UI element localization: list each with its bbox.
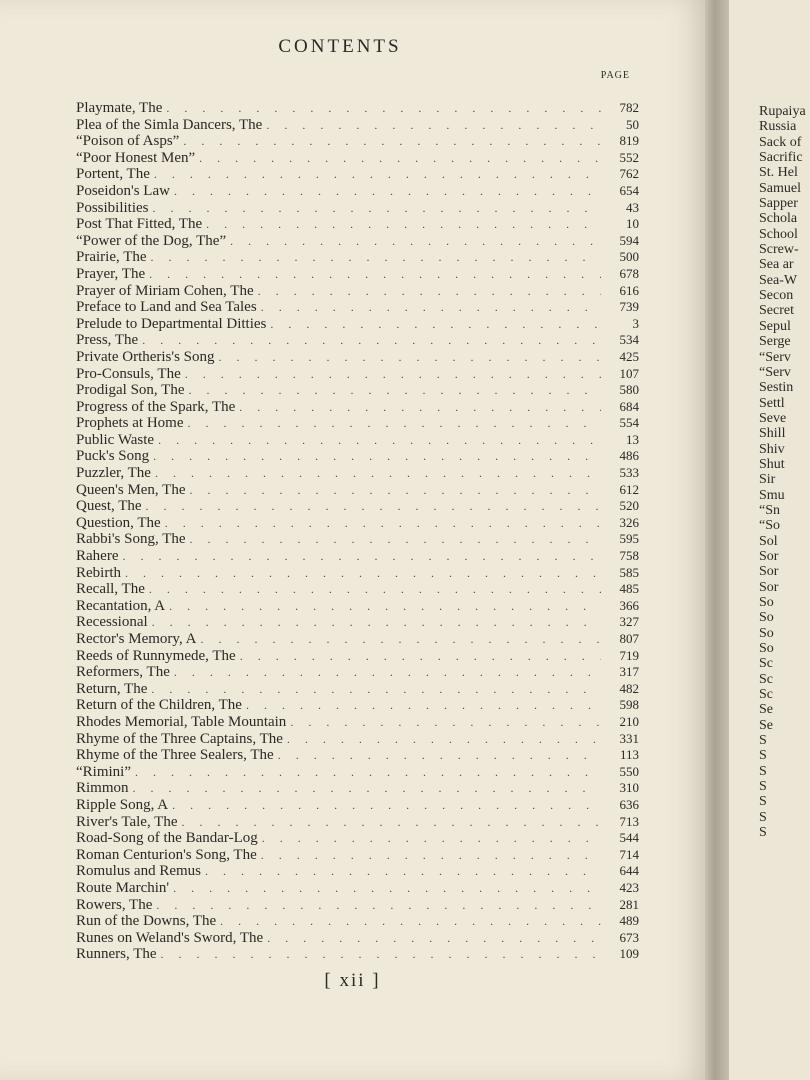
toc-entry-title: Return, The [76,680,148,697]
toc-entry-page: 612 [619,481,639,497]
leader-dots [188,382,601,399]
leader-dots [142,332,601,349]
toc-entry-page: 552 [619,149,639,165]
toc-entry [76,614,639,631]
facing-entry: Sc [759,656,773,672]
leader-dots [122,548,601,565]
toc-entry-title: Question, The [76,514,161,531]
toc-entry-title: “Rimini” [76,763,131,780]
facing-entry: Shut [759,456,785,472]
toc-entry [76,946,639,963]
leader-dots [169,598,601,615]
toc-entry [76,731,639,748]
leader-dots [154,166,601,183]
toc-entry-title: Route Marchin' [76,879,170,896]
toc-entry [76,797,639,814]
toc-entry [76,299,639,316]
toc-entry-page: 3 [632,315,639,331]
facing-entry: So [759,595,774,610]
facing-entry: Shiv [759,441,785,457]
facing-entry: Sor [759,579,779,595]
facing-entry: Sea ar [759,257,794,273]
facing-entry: Sestin [759,380,794,396]
toc-entry-title: Rhyme of the Three Captains, The [76,730,283,747]
toc-entry [76,382,639,399]
toc-entry [76,249,639,266]
toc-entry-title: Reformers, The [76,664,170,681]
toc-entry-page: 482 [619,680,639,696]
toc-entry-title: Return of the Children, The [76,697,242,714]
leader-dots [239,399,601,416]
leader-dots [151,249,601,266]
toc-entry-page: 684 [619,398,639,414]
toc-entry-title: Rhyme of the Three Sealers, The [76,747,274,764]
contents-heading: CONTENTS [278,36,402,57]
toc-entry [76,349,639,366]
leader-dots [161,946,601,963]
toc-entry [76,183,639,200]
leader-dots [290,714,601,731]
facing-entry: Secret [759,303,794,319]
toc-entry [76,482,639,499]
toc-entry-title: Poseidon's Law [76,182,170,199]
facing-entry: Smu [759,487,785,503]
facing-entry: Sepul [759,318,791,334]
toc-entry-title: “Poison of Asps” [76,133,180,150]
toc-entry-title: Runes on Weland's Sword, The [76,929,264,946]
leader-dots [153,448,601,465]
toc-entry-title: Rimmon [76,780,129,797]
toc-entry-title: Rebirth [76,564,121,581]
leader-dots [219,349,601,366]
facing-entry: So [759,641,774,657]
leader-dots [135,764,601,781]
toc-entry-page: 366 [619,597,639,613]
toc-entry-page: 331 [619,730,639,746]
facing-entry: Sor [759,564,779,580]
toc-entry [76,432,639,449]
toc-entry-page: 317 [619,664,639,680]
toc-entry-page: 654 [619,182,639,198]
toc-entry-page: 713 [619,813,639,829]
toc-entry [76,415,639,432]
toc-entry-title: Run of the Downs, The [76,913,217,930]
toc-entry [76,166,639,183]
toc-entry [76,913,639,930]
toc-entry [76,830,639,847]
toc-entry-page: 544 [619,830,639,846]
leader-dots [166,100,601,117]
facing-entry: Shill [759,426,786,442]
leader-dots [187,415,601,432]
leader-dots [173,880,601,897]
toc-entry [76,465,639,482]
toc-entry [76,747,639,764]
toc-entry-title: Pro-Consuls, The [76,365,181,382]
toc-entry-title: Playmate, The [76,100,163,116]
leader-dots [266,117,601,134]
leader-dots [155,465,601,482]
toc-entry [76,880,639,897]
leader-dots [165,515,601,532]
toc-entry-title: Recessional [76,614,148,631]
toc-entry [76,117,639,134]
facing-entry: Sc [759,687,773,703]
toc-entry-page: 310 [619,780,639,796]
facing-entry: Seve [759,410,787,426]
leader-dots [149,581,601,598]
leader-dots [261,299,601,316]
leader-dots [183,133,601,150]
leader-dots [200,631,601,648]
facing-entry: Screw- [759,242,799,258]
toc-entry-page: 520 [619,498,639,514]
toc-entry-page: 595 [619,531,639,547]
leader-dots [185,366,601,383]
toc-entry-page: 281 [619,896,639,912]
facing-entry: Settl [759,395,785,411]
toc-entry [76,664,639,681]
toc-entry-page: 550 [619,763,639,779]
toc-entry [76,366,639,383]
facing-entry: Rupaiya [759,104,806,119]
toc-entry-title: Prophets at Home [76,415,184,432]
toc-entry-page: 534 [619,332,639,348]
leader-dots [230,233,601,250]
toc-entry-page: 616 [619,282,639,298]
toc-entry [76,531,639,548]
facing-entry: So [759,625,774,641]
toc-entry-title: Reeds of Runnymede, The [76,647,236,664]
facing-entry: St. Hel [759,165,798,181]
book-gutter [705,0,729,1080]
toc-entry [76,133,639,150]
leader-dots [152,614,601,631]
toc-entry-title: Progress of the Spark, The [76,398,236,415]
toc-entry-page: 485 [619,581,639,597]
right-page [729,0,810,1080]
toc-entry-page: 43 [626,199,639,215]
toc-entry-page: 758 [619,548,639,564]
toc-entry-page: 10 [626,216,639,232]
toc-entry-page: 113 [619,747,639,763]
leader-dots [267,930,601,947]
facing-entry: S [759,794,767,810]
toc-entry [76,648,639,665]
toc-entry [76,332,639,349]
toc-entry [76,515,639,532]
toc-entry-page: 13 [626,431,639,447]
leader-dots [174,183,601,200]
toc-entry-page: 739 [619,299,639,315]
leader-dots [270,316,601,333]
toc-entry-page: 594 [619,232,639,248]
leader-dots [158,432,601,449]
facing-entry: Sapper [759,196,798,212]
leader-dots [133,780,601,797]
toc-entry [76,498,639,515]
leader-dots [206,216,601,233]
facing-entry: Russia [759,119,797,135]
leader-dots [190,531,601,548]
facing-entry: School [759,226,798,242]
facing-entry: S [759,779,767,795]
page-column-heading: PAGE [600,70,630,81]
toc-entry-title: Romulus and Remus [76,863,202,880]
leader-dots [205,863,601,880]
toc-entry-page: 109 [619,946,639,962]
leader-dots [261,847,601,864]
facing-entry: Serge [759,334,791,350]
leader-dots [199,150,601,167]
leader-dots [189,482,601,499]
facing-entry: Secon [759,288,794,304]
toc-entry [76,814,639,831]
leader-dots [262,830,601,847]
toc-entry [76,581,639,598]
facing-entry: “Serv [759,364,791,380]
toc-entry-title: Portent, The [76,166,150,183]
toc-entry-title: Prairie, The [76,249,147,266]
leader-dots [146,498,601,515]
toc-entry-page: 673 [619,929,639,945]
facing-entry: Sol [759,533,778,549]
toc-entry-title: Runners, The [76,946,157,963]
toc-entry-title: Prayer, The [76,265,146,282]
toc-entry-page: 644 [619,863,639,879]
toc-entry-page: 489 [619,913,639,929]
toc-entry [76,897,639,914]
toc-entry-page: 500 [619,249,639,265]
facing-entry: Schola [759,211,798,227]
leader-dots [151,681,601,698]
leader-dots [246,697,601,714]
toc-entry [76,399,639,416]
toc-entry [76,764,639,781]
toc-entry-page: 423 [619,879,639,895]
toc-entry-page: 533 [619,465,639,481]
toc-entry-page: 327 [619,614,639,630]
toc-entry-title: Rahere [76,548,119,565]
toc-entry-page: 580 [619,382,639,398]
toc-entry-title: “Poor Honest Men” [76,149,196,166]
toc-entry-title: Public Waste [76,431,155,448]
facing-entry: S [759,748,767,764]
toc-entry-page: 782 [619,100,639,115]
toc-entry-title: Prodigal Son, The [76,382,185,399]
leader-dots [258,283,601,300]
facing-entry: “So [759,518,780,534]
toc-entry [76,150,639,167]
toc-entry [76,598,639,615]
facing-entry: S [759,733,767,749]
facing-entry: Samuel [759,180,801,196]
toc-entry-page: 598 [619,697,639,713]
toc-entry [76,200,639,217]
toc-entry [76,216,639,233]
toc-entry-title: Puck's Song [76,448,150,465]
facing-entry: S [759,809,767,825]
toc-entry-page: 762 [619,166,639,182]
toc-entry-title: Preface to Land and Sea Tales [76,299,257,316]
toc-entry-title: River's Tale, The [76,813,178,830]
toc-entry-page: 819 [619,133,639,149]
leader-dots [220,913,601,930]
toc-entry-title: Plea of the Simla Dancers, The [76,116,263,133]
toc-entry-page: 554 [619,415,639,431]
toc-entry-page: 425 [619,348,639,364]
facing-entry: Sea-W [759,272,798,288]
toc-entry [76,233,639,250]
facing-entry: S [759,763,767,779]
toc-entry-title: Roman Centurion's Song, The [76,846,257,863]
toc-entry [76,100,639,117]
leader-dots [156,897,601,914]
toc-entry-title: Rhodes Memorial, Table Mountain [76,713,287,730]
facing-entry: “Sn [759,502,780,518]
leader-dots [287,731,601,748]
toc-entry [76,863,639,880]
toc-entry-title: Rector's Memory, A [76,631,197,647]
toc-entry-title: Queen's Men, The [76,481,186,498]
toc-entry-title: Post That Fitted, The [76,216,203,233]
toc-entry-title: Prelude to Departmental Ditties [76,315,267,332]
toc-entry [76,548,639,565]
toc-entry [76,266,639,283]
toc-entry-title: Quest, The [76,498,142,515]
toc-entry-title: Private Ortheris's Song [76,348,215,365]
toc-entry-title: Road-Song of the Bandar-Log [76,830,258,847]
leader-dots [174,664,601,681]
toc-entry [76,847,639,864]
facing-page-entries [759,104,806,841]
toc-entry [76,714,639,731]
leader-dots [153,200,601,217]
facing-entry: Sacrific [759,150,803,166]
toc-entry [76,565,639,582]
toc-entry-page: 719 [619,647,639,663]
page-folio: [ xii ] [324,970,381,991]
facing-entry: “Serv [759,349,791,365]
toc-entry-title: Rabbi's Song, The [76,531,186,548]
facing-entry: So [759,610,774,626]
leader-dots [125,565,601,582]
toc-entry [76,316,639,333]
toc-entry-page: 486 [619,448,639,464]
toc-entry-title: Rowers, The [76,896,153,913]
toc-entry [76,283,639,300]
toc-entry [76,780,639,797]
facing-entry: Sor [759,548,779,564]
toc-entry-page: 585 [619,564,639,580]
toc-entry-title: “Power of the Dog, The” [76,232,227,249]
toc-entry-title: Puzzler, The [76,465,151,482]
table-of-contents [76,100,639,963]
facing-entry: Se [759,702,773,718]
toc-entry-title: Possibilities [76,199,149,216]
facing-entry: Sir [759,472,776,488]
toc-entry [76,697,639,714]
toc-entry-title: Ripple Song, A [76,796,169,813]
toc-entry-title: Prayer of Miriam Cohen, The [76,282,254,299]
facing-entry: Sack of [759,134,802,150]
toc-entry [76,930,639,947]
leader-dots [149,266,601,283]
toc-entry-page: 50 [626,116,639,132]
toc-entry-title: Recantation, A [76,597,166,614]
leader-dots [240,648,601,665]
toc-entry-title: Recall, The [76,581,145,598]
toc-entry-page: 636 [619,796,639,812]
toc-entry-page: 678 [619,265,639,281]
facing-entry: Sc [759,671,773,687]
toc-entry-title: Press, The [76,332,139,349]
toc-entry-page: 210 [619,713,639,729]
leader-dots [182,814,602,831]
facing-entry: S [759,825,767,841]
toc-entry-page: 107 [619,365,639,381]
toc-entry-page: 714 [619,846,639,862]
toc-entry-page: 326 [619,514,639,530]
toc-entry-page: 807 [619,631,639,646]
facing-entry: Se [759,717,773,733]
leader-dots [172,797,601,814]
leader-dots [278,747,601,764]
toc-entry [76,681,639,698]
toc-entry [76,631,639,648]
toc-entry [76,448,639,465]
